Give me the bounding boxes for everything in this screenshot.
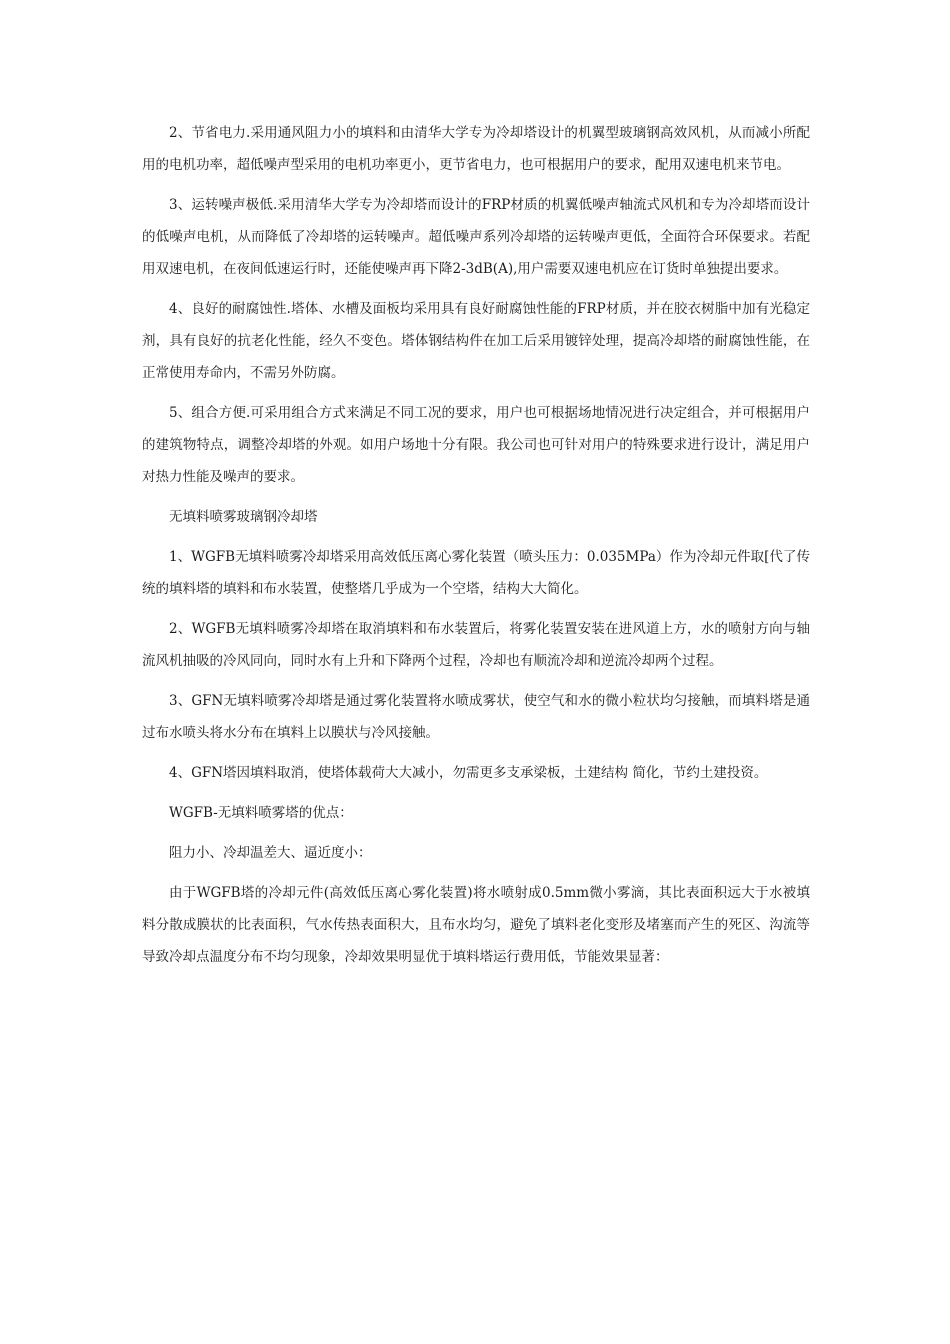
paragraph-power-saving: 2、节省电力.采用通风阻力小的填料和由清华大学专为冷却塔设计的机翼型玻璃钢高效风机，从而减小所配用的电机功率，超低噪声型采用的电机功率更小，更节省电力，也可根据用户的要求，配用双速电机来节电。 (142, 125, 810, 173)
paragraph-spray-3: 3、GFN无填料喷雾冷却塔是通过雾化装置将水喷成雾状，使空气和水的微小粒状均匀接触，而填料塔是通过布水喷头将水分布在填料上以膜状与冷风接触。 (142, 693, 810, 741)
document-body (142, 117, 810, 981)
subheading-low-resistance: 阻力小、冷却温差大、逼近度小： (169, 845, 372, 861)
paragraph-easy-combination: 5、组合方便.可采用组合方式来满足不同工况的要求，用户也可根据场地情况进行决定组合，并可根据用户的建筑物特点，调整冷却塔的外观。如用户场地十分有限。我公司也可针对用户的特殊要求进行设计，满足用户对热力性能及噪声的要求。 (142, 405, 810, 485)
paragraph-low-noise: 3、运转噪声极低.采用清华大学专为冷却塔而设计的FRP材质的机翼低噪声轴流式风机和专为冷却塔而设计的低噪声电机，从而降低了冷却塔的运转噪声。超低噪声系列冷却塔的运转噪声更低，全面符合环保要求。若配用双速电机，在夜间低速运行时，还能使噪声再下降2-3dB(A),用户需要双速电机应在订货时单独提出要求。 (142, 197, 810, 277)
section-heading-spray-tower: 无填料喷雾玻璃钢冷却塔 (169, 509, 318, 525)
paragraph-advantages-detail: 由于WGFB塔的冷却元件(高效低压离心雾化装置)将水喷射成0.5mm微小雾滴，其比表面积远大于水被填料分散成膜状的比表面积，气水传热表面积大，且布水均匀，避免了填料老化变形及堵塞而产生的死区、沟流等导致冷却点温度分布不均匀现象，冷却效果明显优于填料塔运行费用低，节能效果显著： (142, 885, 810, 965)
section-heading-advantages: WGFB-无填料喷雾塔的优点： (169, 805, 353, 821)
paragraph-spray-2: 2、WGFB无填料喷雾冷却塔在取消填料和布水装置后，将雾化装置安装在进风道上方，水的喷射方向与轴流风机抽吸的冷风同向，同时水有上升和下降两个过程，冷却也有顺流冷却和逆流冷却两个过程。 (142, 621, 810, 669)
paragraph-spray-4: 4、GFN塔因填料取消，使塔体载荷大大减小，勿需更多支承梁板，土建结构 简化，节约土建投资。 (169, 765, 768, 781)
paragraph-corrosion-resistance: 4、良好的耐腐蚀性.塔体、水槽及面板均采用具有良好耐腐蚀性能的FRP材质，并在胶衣树脂中加有光稳定剂，具有良好的抗老化性能，经久不变色。塔体钢结构件在加工后采用镀锌处理，提高冷却塔的耐腐蚀性能，在正常使用寿命内，不需另外防腐。 (142, 301, 810, 381)
paragraph-spray-1: 1、WGFB无填料喷雾冷却塔采用高效低压离心雾化装置（喷头压力：0.035MPa）作为冷却元件取[代了传统的填料塔的填料和布水装置，使整塔几乎成为一个空塔，结构大大简化。 (142, 549, 810, 597)
